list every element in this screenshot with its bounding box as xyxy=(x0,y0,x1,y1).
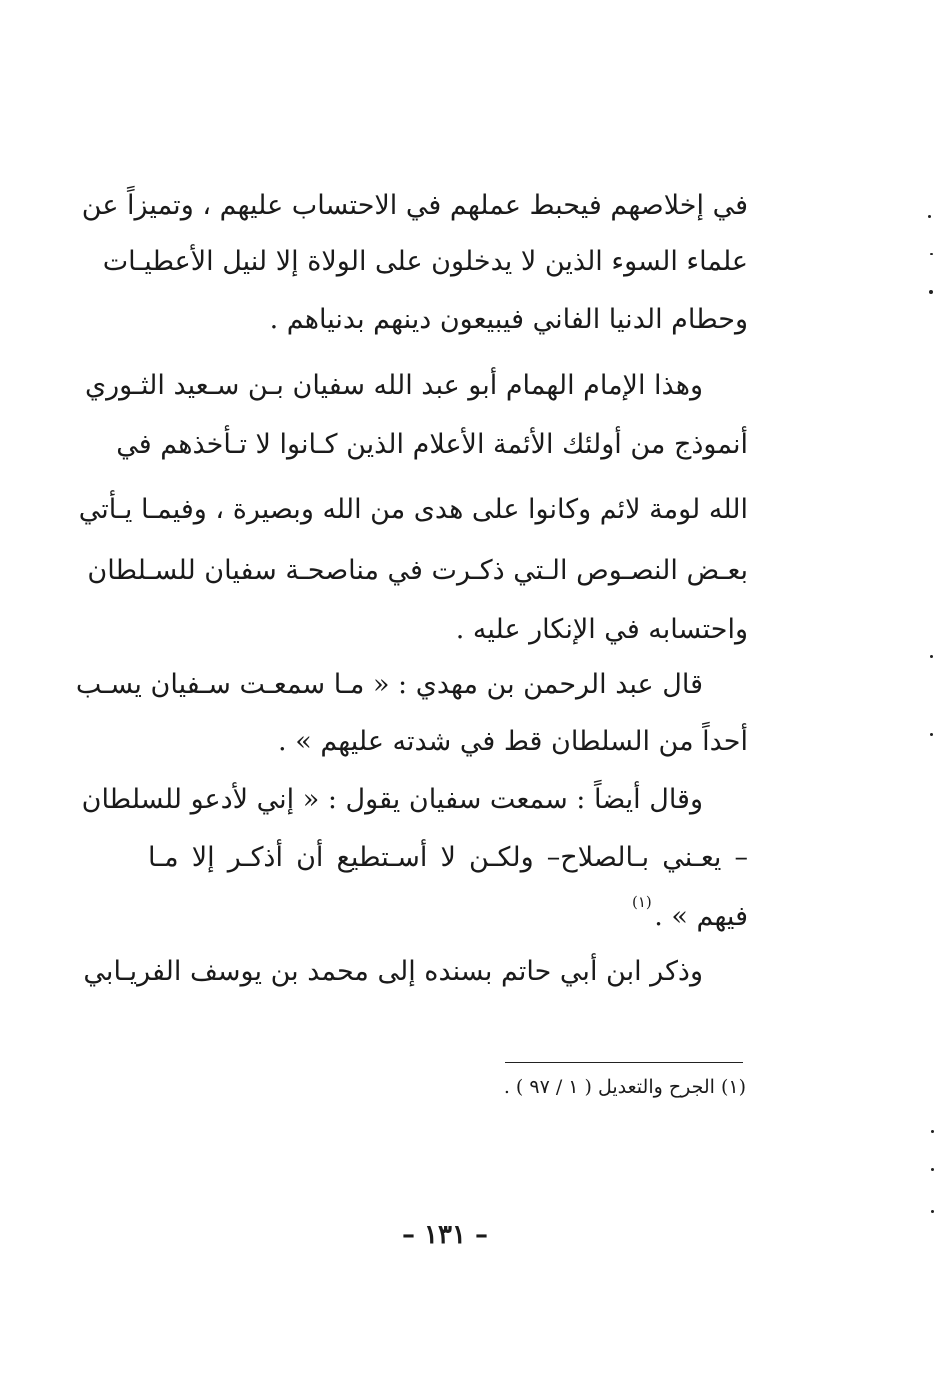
body-line-12: – يعـني بـالصلاح– ولكـن لا أسـتطيع أن أذكـر إلا مـا xyxy=(148,842,748,873)
body-line-6: الله لومة لائم وكانوا على هدى من الله وبصيرة ، وفيمـا يـأتي xyxy=(78,494,748,525)
scan-speck xyxy=(930,253,933,255)
body-line-8: واحتسابه في الإنكار عليه . xyxy=(455,614,748,645)
body-line-4: وهذا الإمام الهمام أبو عبد الله سفيان بـن سـعيد الثـوري xyxy=(84,370,703,401)
body-line-3: وحطام الدنيا الفاني فيبيعون دينهم بدنياهم . xyxy=(269,304,748,335)
body-line-11: وقال أيضاً : سمعت سفيان يقول : « إني لأدعو للسلطان xyxy=(81,784,703,815)
footnote-marker: (١) xyxy=(632,893,652,911)
scan-speck xyxy=(931,1168,934,1171)
scan-speck xyxy=(931,1210,934,1213)
scan-speck xyxy=(930,655,933,658)
body-line-2: علماء السوء الذين لا يدخلون على الولاة إلا لنيل الأعطيـات xyxy=(102,246,748,277)
page-number: – ١٣١ – xyxy=(401,1220,489,1250)
scan-speck xyxy=(928,215,931,218)
scan-speck xyxy=(929,290,933,294)
body-line-7: بعـض النصـوص الـتي ذكـرت في مناصحـة سفيان للسـلطان xyxy=(87,555,748,586)
body-line-13: فيهم » . xyxy=(654,901,748,932)
body-line-5: أنموذج من أولئك الأئمة الأعلام الذين كـانوا لا تـأخذهم في xyxy=(116,429,748,460)
footnote: (١) الجرح والتعديل ( ١ / ٩٧ ) . xyxy=(503,1076,746,1098)
scan-speck xyxy=(931,1130,934,1133)
body-line-9: قال عبد الرحمن بن مهدي : « مـا سمعـت سـفيان يسـب xyxy=(75,669,703,700)
body-line-10: أحداً من السلطان قط في شدته عليهم » . xyxy=(278,726,748,757)
body-line-14: وذكر ابن أبي حاتم بسنده إلى محمد بن يوسف الفريـابي xyxy=(83,956,703,987)
body-line-1: في إخلاصهم فيحبط عملهم في الاحتساب عليهم ، وتميزاً عن xyxy=(81,190,748,221)
scan-speck xyxy=(930,733,933,736)
footnote-separator xyxy=(505,1062,743,1063)
